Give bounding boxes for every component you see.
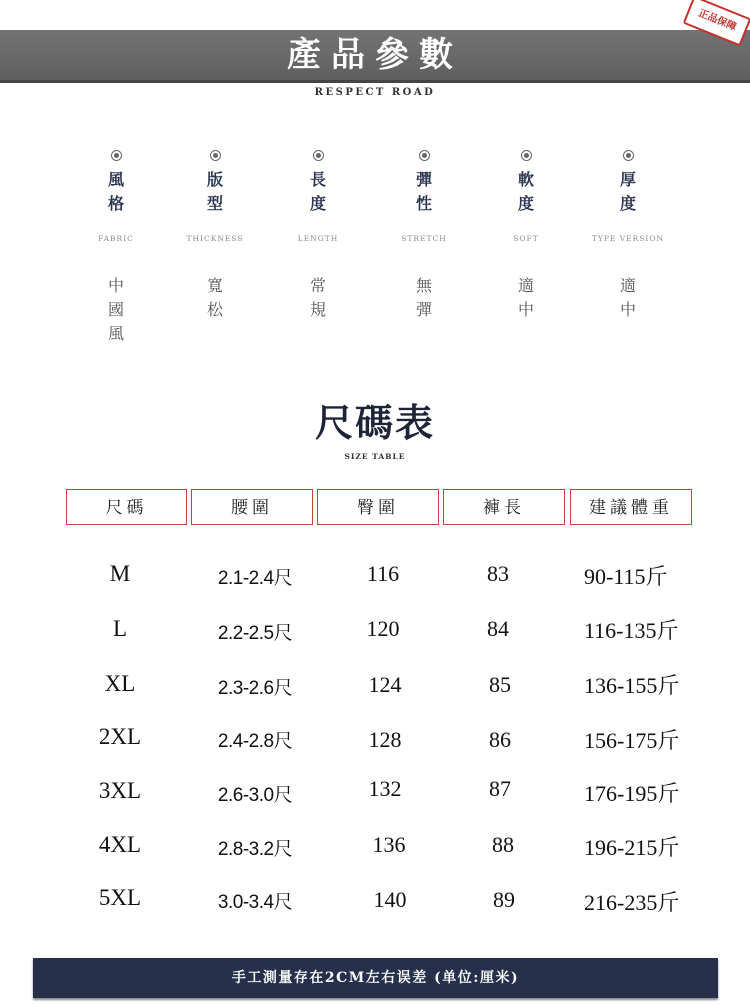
size-table-title: 尺碼表 (314, 400, 435, 445)
attribute-label: 彈性 (415, 170, 432, 213)
table-cell-hip: 128 (368, 727, 402, 752)
attribute-english: LENGTH (297, 234, 339, 243)
authenticity-stamp: 正品保障 (683, 0, 750, 47)
bullet-dot-icon (313, 150, 324, 161)
header-hip: 臀圍 (317, 489, 439, 525)
table-cell-hip: 120 (366, 616, 400, 641)
attribute-stretch (374, 150, 474, 319)
attribute-label: 長度 (309, 170, 326, 213)
measurement-note: 手工測量存在2CM左右误差 (单位:厘米) (231, 970, 520, 986)
bullet-dot-icon (521, 150, 532, 161)
header-waist: 腰圍 (191, 489, 313, 525)
table-cell-weight: 136-155斤 (584, 673, 680, 698)
attribute-label: 風格 (107, 170, 124, 213)
table-cell-size: M (109, 561, 131, 586)
table-cell-size: 2XL (98, 724, 142, 749)
attribute-english: TYPE VERSION (591, 234, 665, 243)
attribute-thickness (578, 150, 678, 319)
bullet-dot-icon (111, 150, 122, 161)
table-cell-hip: 116 (366, 561, 400, 586)
attribute-english: SOFT (513, 234, 539, 243)
table-cell-waist: 2.6-3.0尺 (217, 785, 293, 806)
attribute-softness (476, 150, 576, 319)
table-cell-length: 83 (487, 561, 509, 586)
table-cell-waist: 2.4-2.8尺 (217, 731, 293, 752)
table-cell-weight: 216-235斤 (584, 890, 680, 915)
table-cell-waist: 2.2-2.5尺 (217, 623, 293, 644)
attribute-value: 無彈 (415, 276, 432, 319)
table-cell-waist: 2.8-3.2尺 (217, 839, 293, 860)
table-cell-size: 5XL (98, 885, 142, 910)
table-cell-length: 87 (489, 776, 511, 801)
table-cell-weight: 176-195斤 (584, 781, 680, 806)
attribute-value: 寬松 (206, 276, 223, 319)
table-cell-hip: 124 (368, 672, 402, 697)
page-title: 產品參數 (287, 35, 463, 75)
attribute-fit (165, 150, 265, 319)
table-cell-weight: 90-115斤 (584, 564, 668, 589)
table-cell-hip: 132 (368, 776, 402, 801)
bullet-dot-icon (210, 150, 221, 161)
table-cell-length: 89 (493, 887, 515, 912)
header-weight: 建議體重 (570, 489, 692, 525)
attribute-english: FABRIC (98, 234, 134, 243)
table-cell-size: 3XL (98, 778, 142, 803)
bullet-dot-icon (419, 150, 430, 161)
table-cell-waist: 2.3-2.6尺 (217, 678, 293, 699)
table-cell-length: 84 (487, 616, 509, 641)
table-cell-hip: 136 (372, 832, 406, 857)
header-size: 尺碼 (66, 489, 187, 525)
header-pants-length: 褲長 (443, 489, 565, 525)
table-cell-weight: 156-175斤 (584, 728, 680, 753)
table-cell-waist: 2.1-2.4尺 (217, 568, 293, 589)
table-cell-weight: 196-215斤 (584, 835, 680, 860)
table-cell-waist: 3.0-3.4尺 (217, 892, 293, 913)
attribute-english: STRETCH (401, 234, 447, 243)
attribute-value: 常規 (309, 276, 326, 319)
table-cell-size: 4XL (98, 832, 142, 857)
attribute-value: 適中 (517, 276, 534, 319)
table-cell-size: XL (104, 671, 136, 696)
attribute-value: 適中 (619, 276, 636, 319)
attribute-label: 版型 (206, 170, 223, 213)
table-cell-length: 88 (492, 832, 514, 857)
table-cell-length: 86 (489, 727, 511, 752)
table-cell-length: 85 (489, 672, 511, 697)
size-table-subtitle: SIZE TABLE (344, 452, 406, 461)
attribute-english: THICKNESS (186, 234, 244, 243)
table-cell-weight: 116-135斤 (584, 618, 679, 643)
attribute-value: 中國風 (107, 276, 124, 343)
bullet-dot-icon (623, 150, 634, 161)
table-cell-size: L (112, 616, 128, 641)
table-cell-hip: 140 (373, 887, 407, 912)
attribute-length (268, 150, 368, 319)
attribute-label: 厚度 (619, 170, 636, 213)
page-subtitle: RESPECT ROAD (314, 87, 436, 98)
attribute-label: 軟度 (517, 170, 534, 213)
attribute-style (66, 150, 166, 343)
